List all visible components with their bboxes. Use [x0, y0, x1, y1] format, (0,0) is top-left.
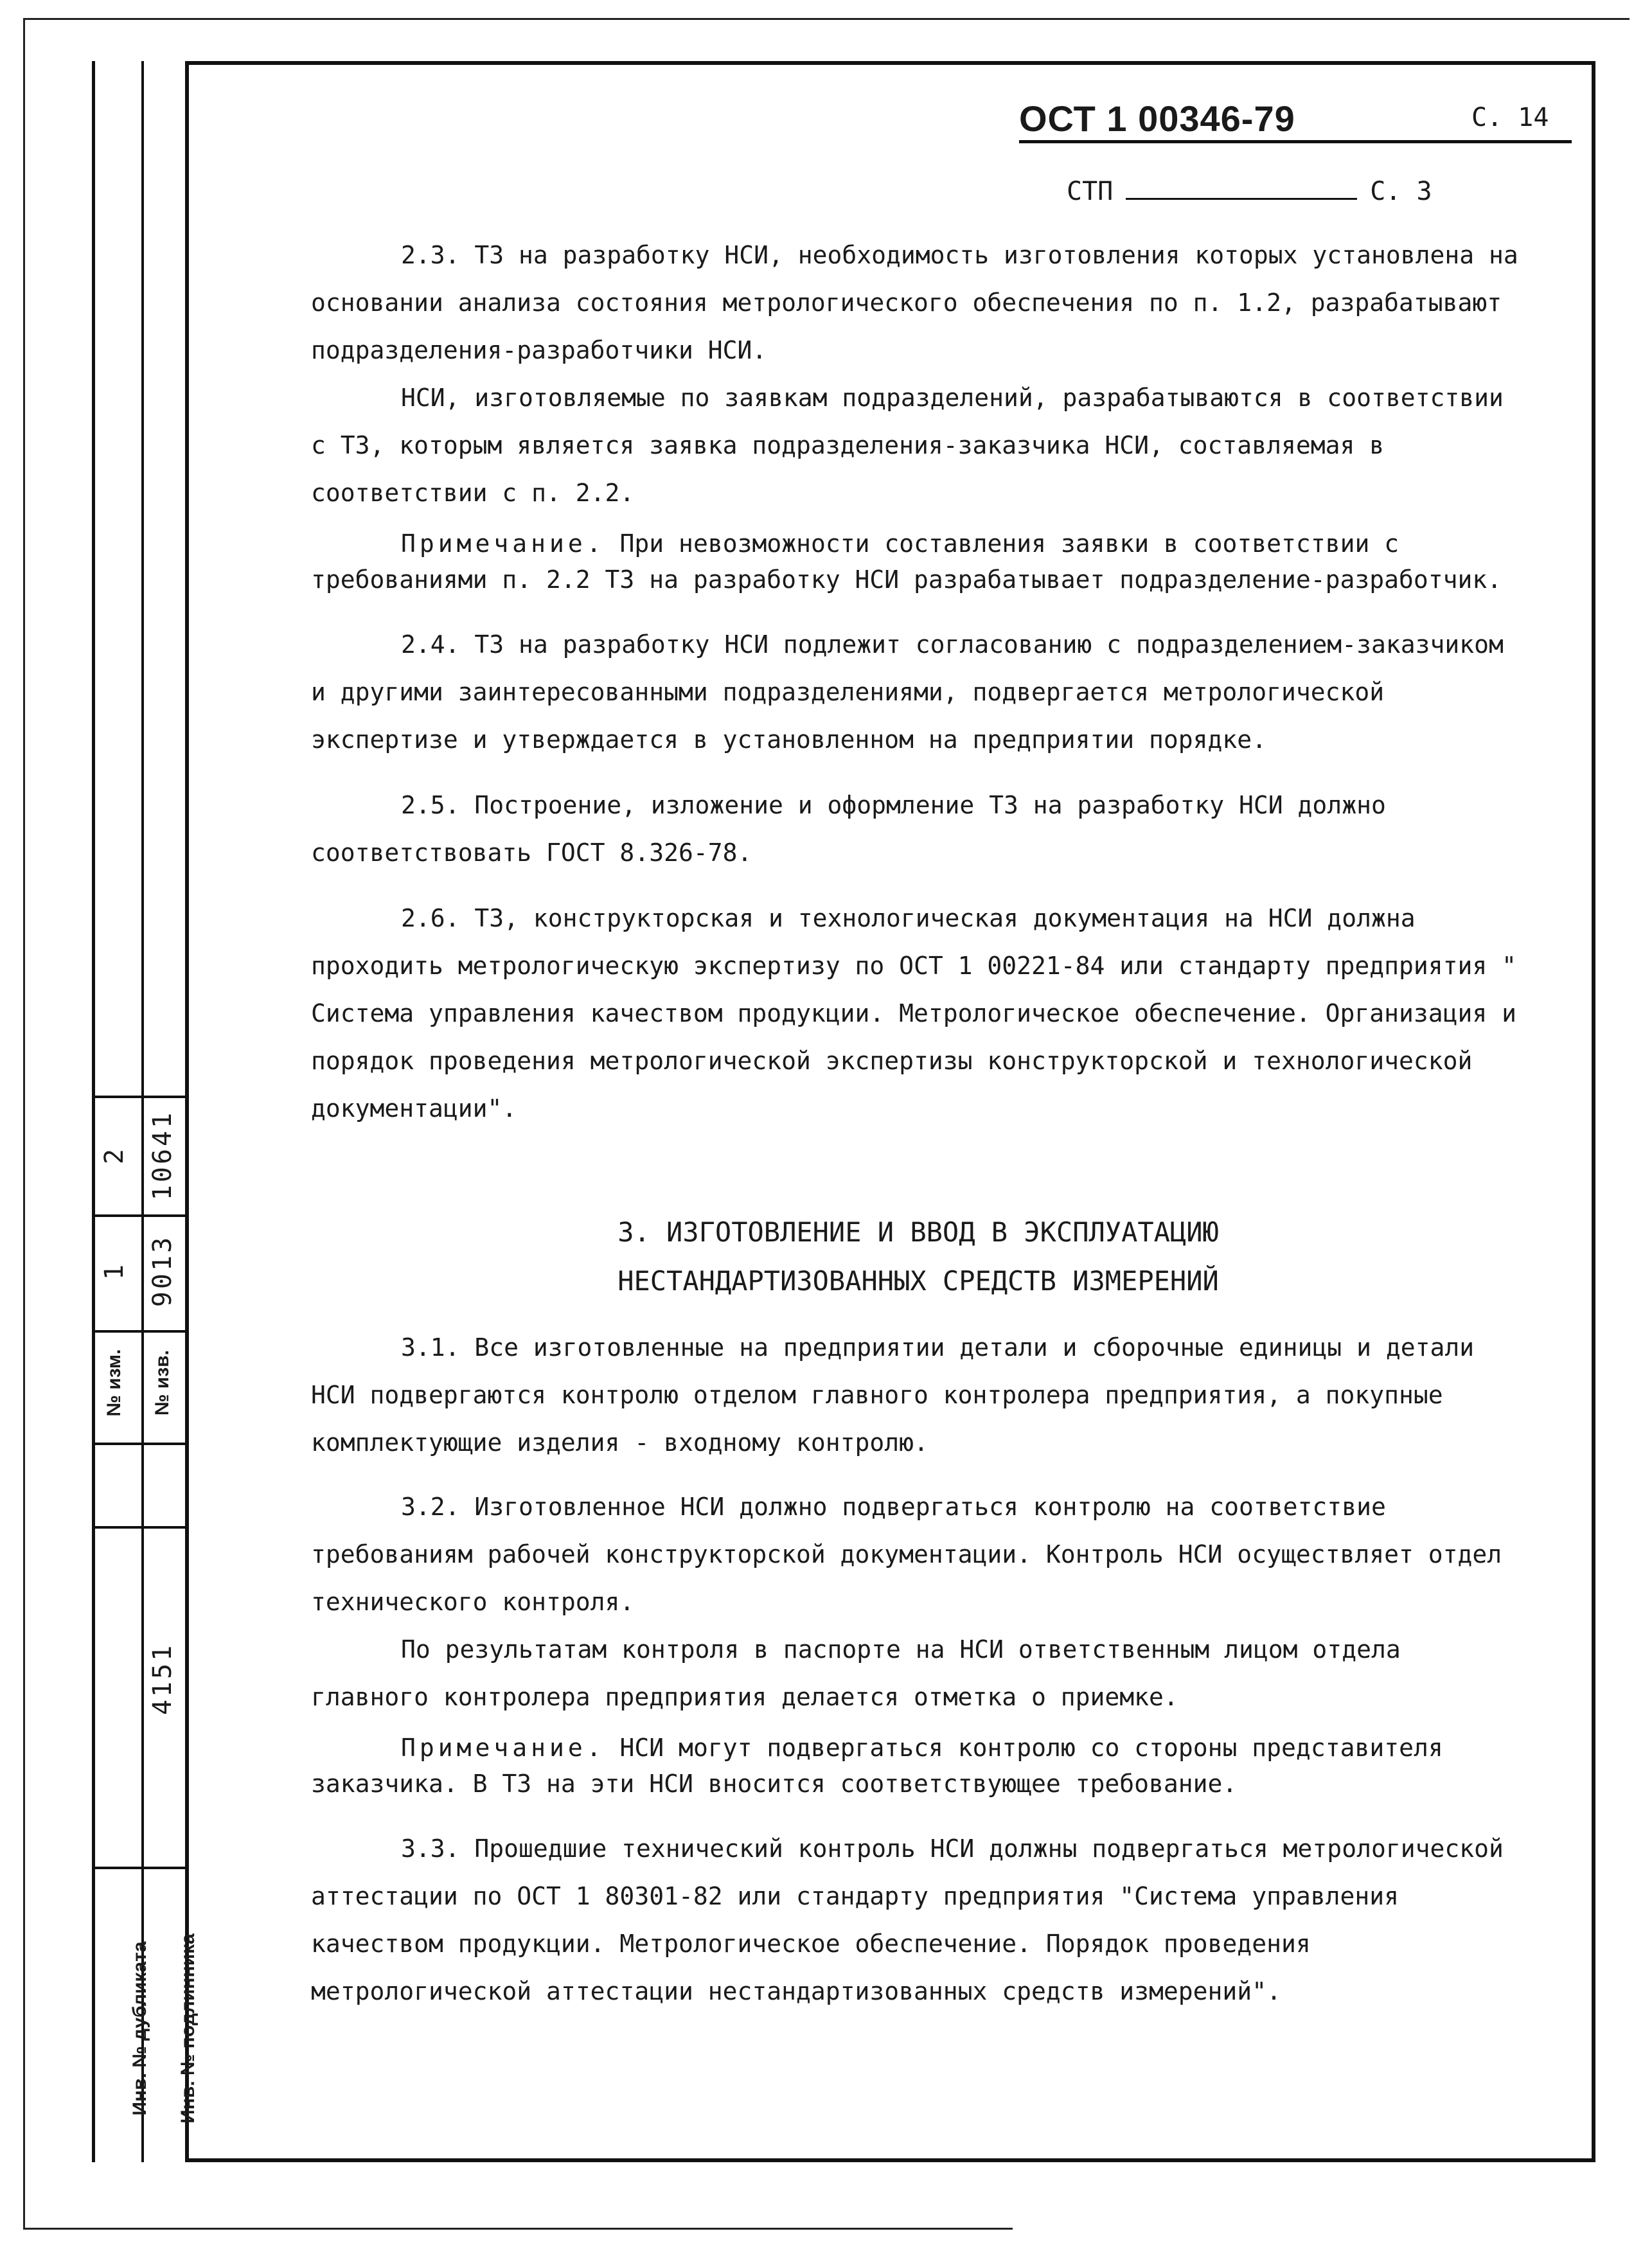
sidebar-divider-a	[92, 61, 95, 2162]
note-2-text: НСИ могут подвергаться контролю со стороны представителя заказчика. В ТЗ на эти НСИ вносится соответствующее требование.	[311, 1734, 1443, 1798]
stp-label: СТП	[1067, 177, 1114, 206]
stp-line	[1067, 177, 1432, 206]
section-2-block	[311, 231, 1525, 1132]
section-3-title-line-2: НЕСТАНДАРТИЗОВАННЫХ СРЕДСТВ ИЗМЕРЕНИЙ	[617, 1265, 1219, 1297]
frame-outer-left	[23, 18, 25, 2228]
sidebar-izv-label: № изв.	[152, 1350, 173, 1416]
note-1-text: При невозможности составления заявки в соответствии с требованиями п. 2.2 ТЗ на разработку НСИ разрабатывает подразделение-разработчик.	[311, 529, 1502, 594]
paragraph-3-3: 3.3. Прошедшие технический контроль НСИ должны подвергаться метрологической аттестации по ОСТ 1 80301-82 или стандарту предприятия "Система управления качеством продукции. Метрологическое обеспечение. Порядок проведения метрологической аттестации нестандартизованных средств измерений".	[311, 1834, 1504, 2005]
document-number: ОСТ 1 00346-79	[1019, 98, 1295, 139]
paragraph-2-3: 2.3. ТЗ на разработку НСИ, необходимость изготовления которых установлена на основании анализа состояния метрологического обеспечения по п. 1.2, разрабатывают подразделения-разработчики НСИ.	[311, 241, 1518, 364]
header-rule	[1019, 140, 1572, 143]
sidebar-izm-value-2: 2	[100, 1146, 129, 1165]
section-3-title-line-1: 3. ИЗГОТОВЛЕНИЕ И ВВОД В ЭКСПЛУАТАЦИЮ	[617, 1216, 1219, 1248]
sidebar-izm-label: № изм.	[103, 1349, 125, 1417]
stp-blank	[1126, 198, 1357, 200]
note-1-label: Примечание.	[401, 529, 605, 558]
section-3-block	[311, 1324, 1525, 2015]
note-2	[311, 1730, 1525, 1802]
paragraph-3-2-b: По результатам контроля в паспорте на НСИ ответственным лицом отдела главного контролера предприятия делается отметка о приемке.	[311, 1635, 1401, 1711]
note-1	[311, 526, 1525, 598]
sidebar-izm-value-1: 1	[100, 1261, 129, 1281]
frame-bottom-line	[23, 2228, 1013, 2230]
paragraph-2-4: 2.4. ТЗ на разработку НСИ подлежит согласованию с подразделением-заказчиком и другими заинтересованными подразделениями, подвергается метрологической экспертизе и утверждается в установленном на предприятии порядке.	[311, 630, 1504, 754]
frame-outer-top	[23, 18, 1630, 20]
stp-page: С. 3	[1370, 177, 1432, 206]
paragraph-2-5: 2.5. Построение, изложение и оформление ТЗ на разработку НСИ должно соответствовать ГОСТ 8.326-78.	[311, 791, 1386, 867]
sidebar-hline	[92, 1867, 187, 1869]
sidebar-divider-b	[141, 61, 144, 2162]
sidebar-izv-value-1: 9013	[148, 1234, 177, 1308]
page-number: С. 14	[1471, 103, 1549, 132]
paragraph-2-6: 2.6. ТЗ, конструкторская и технологическая документация на НСИ должна проходить метрологическую экспертизу по ОСТ 1 00221-84 или стандарту предприятия " Система управления качеством продукции. Метрологическое обеспечение. Организация и порядок проведения метрологической экспертизы конструкторской и технологической документации".	[311, 904, 1516, 1123]
section-3-heading	[311, 1208, 1525, 1306]
paragraph-2-3-b: НСИ, изготовляемые по заявкам подразделений, разрабатываются в соответствии с ТЗ, которым является заявка подразделения-заказчика НСИ, составляемая в соответствии с п. 2.2.	[311, 384, 1504, 507]
sidebar-izv-value-2: 10641	[148, 1110, 177, 1201]
paragraph-3-2: 3.2. Изготовленное НСИ должно подвергаться контролю на соответствие требованиям рабочей конструкторской документации. Контроль НСИ осуществляет отдел технического контроля.	[311, 1493, 1502, 1616]
sidebar-hline	[92, 1214, 187, 1217]
sidebar-inv-dubl-label: Инв. № дубликата	[129, 1941, 150, 2116]
sidebar-hline	[92, 1443, 187, 1445]
sidebar-inv-podl-value: 4151	[148, 1642, 177, 1716]
sidebar-hline	[92, 1526, 187, 1529]
sidebar-inv-podl-label: Инв. № подлинника	[177, 1933, 199, 2124]
paragraph-3-1: 3.1. Все изготовленные на предприятии детали и сборочные единицы и детали НСИ подвергаются контролю отделом главного контролера предприятия, а покупные комплектующие изделия - входному контролю.	[311, 1333, 1475, 1457]
note-2-label: Примечание.	[401, 1734, 605, 1762]
sidebar-hline	[92, 1330, 187, 1333]
